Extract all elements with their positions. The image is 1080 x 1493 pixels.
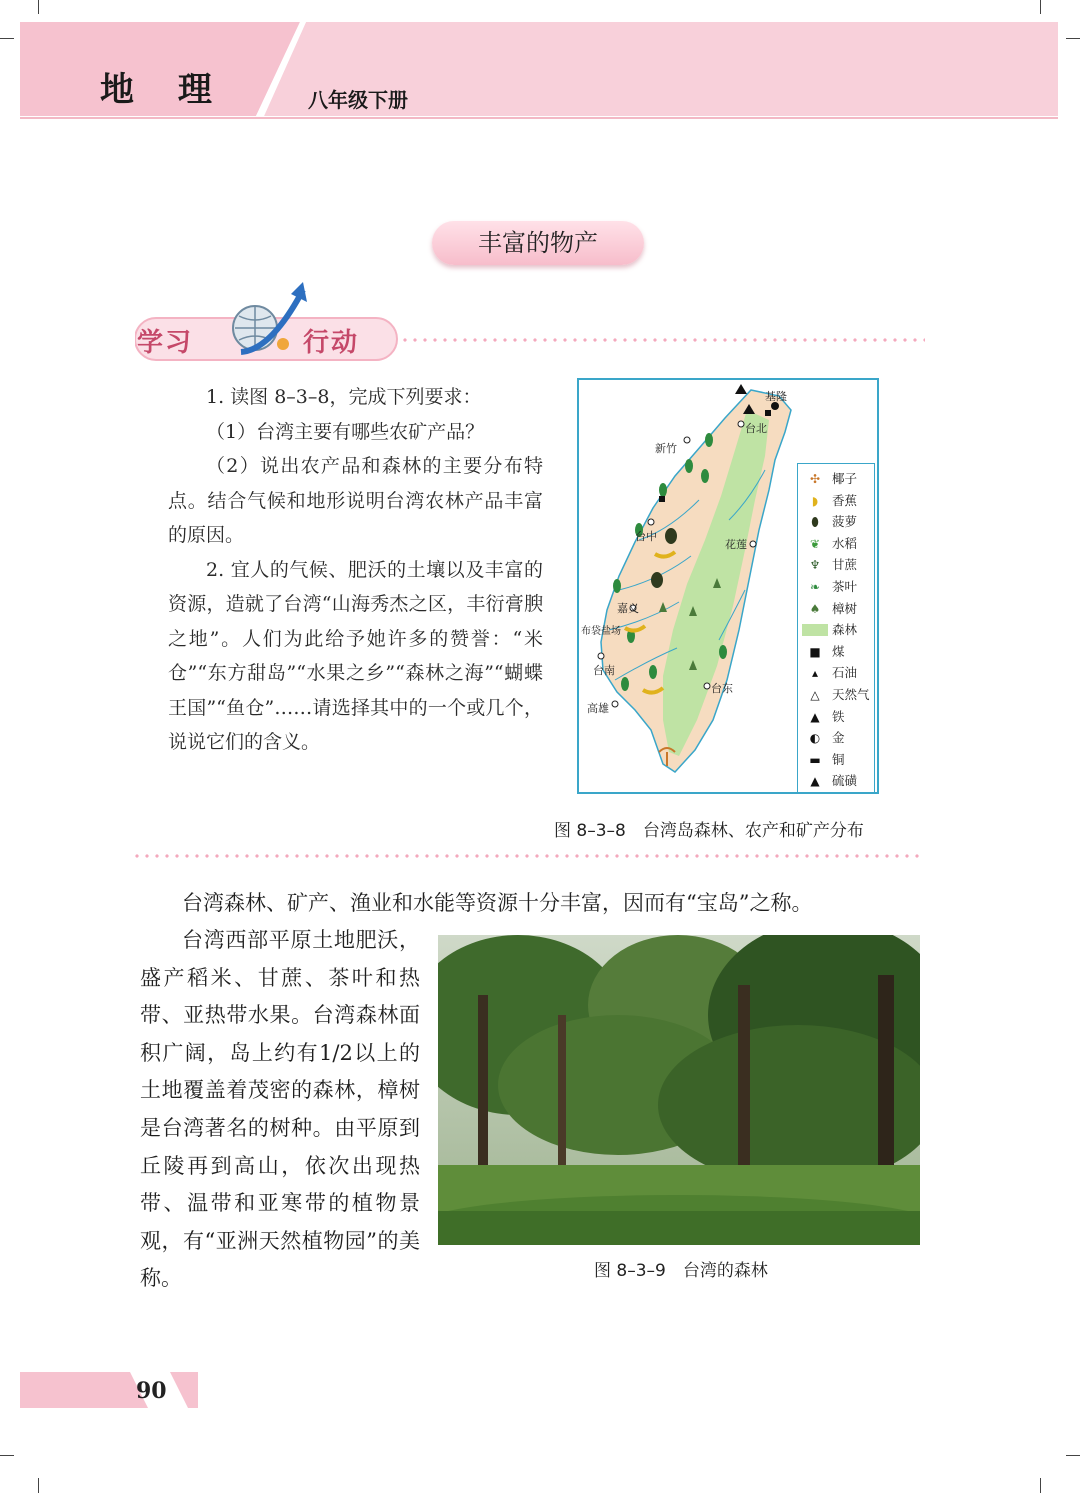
action-label: 行动	[303, 328, 360, 358]
crop-mark	[38, 0, 39, 14]
palm-icon: ✣	[809, 472, 821, 486]
study-label: 学习	[137, 328, 194, 358]
legend-item	[798, 641, 874, 663]
body-paragraph	[140, 922, 420, 1298]
legend-label: 煤	[832, 643, 845, 659]
forest-swatch	[802, 624, 828, 636]
tea-icon: ❧	[809, 580, 821, 594]
legend-item	[798, 727, 874, 749]
city-label: 台东	[711, 682, 733, 695]
city-label: 台南	[593, 664, 615, 677]
legend-label: 金	[832, 730, 845, 746]
city-label: 嘉义	[617, 602, 639, 615]
exercise-q1: 1. 读图 8–3–8，完成下列要求：	[206, 386, 482, 408]
legend-label: 硫磺	[832, 773, 858, 789]
legend-label: 甘蔗	[832, 557, 858, 573]
header-underline	[20, 117, 1058, 119]
rice-icon: ❦	[809, 536, 821, 551]
city-label: 基隆	[765, 390, 787, 403]
legend-item	[798, 749, 874, 771]
city-label: 台北	[745, 422, 767, 435]
taiwan-resource-map	[577, 378, 879, 794]
section-title: 丰富的物产	[432, 221, 644, 265]
legend-label: 铁	[832, 708, 845, 724]
legend-item	[798, 533, 874, 555]
map-legend	[797, 463, 875, 793]
page-number: 90	[136, 1378, 167, 1404]
legend-label: 茶叶	[832, 579, 858, 594]
legend-label: 椰子	[832, 471, 858, 486]
crop-mark	[0, 1455, 14, 1456]
sugarcane-icon: ♆	[809, 558, 821, 573]
forest-photo	[438, 935, 920, 1245]
exercise-q2: 2. 宜人的气候、肥沃的土壤以及丰富的资源，造就了台湾“山海秀杰之区，丰衍膏腴之地”。人们为此给予她许多的赞誉：“米仓”“东方甜岛”“水果之乡”“森林之海”“蝴蝶王国”“鱼仓”……请选择其中的一个或几个，说说它们的含义。	[168, 558, 543, 753]
banana-icon: ◗	[811, 493, 819, 508]
page-footer-tab	[20, 1372, 198, 1408]
iron-icon: ▲	[810, 709, 820, 724]
pineapple-icon: ⬮	[811, 515, 819, 530]
body-text: 台湾西部平原土地肥沃，盛产稻米、甘蔗、茶叶和热带、亚热带水果。台湾森林面积广阔，岛上约有1/2以上的土地覆盖着茂密的森林，樟树是台湾著名的树种。由平原到丘陵再到高山，依次出现热带、温带和亚寒带的植物景观，有“亚洲天然植物园”的美称。	[140, 928, 420, 1291]
legend-label: 菠萝	[832, 514, 858, 530]
legend-item	[798, 619, 874, 641]
legend-label: 石油	[832, 665, 858, 681]
camphor-icon: ♠	[809, 601, 821, 616]
legend-item	[798, 468, 874, 490]
subject-title: 地 理	[100, 70, 228, 110]
city-label: 花莲	[725, 538, 747, 551]
coal-icon: ■	[809, 644, 821, 659]
grade-label: 八年级下册	[308, 88, 408, 112]
legend-item	[798, 706, 874, 728]
city-label: 布袋盐场	[581, 626, 621, 637]
figure-caption: 图 8–3–9 台湾的森林	[594, 1261, 768, 1281]
legend-label: 樟树	[832, 600, 858, 616]
legend-item	[798, 598, 874, 620]
crop-mark	[0, 38, 14, 39]
legend-label: 水稻	[832, 535, 858, 551]
crop-mark	[1066, 38, 1080, 39]
legend-item	[798, 490, 874, 512]
legend-label: 香蕉	[832, 492, 858, 508]
dotted-divider	[132, 854, 922, 858]
gas-icon: △	[810, 688, 820, 702]
legend-item	[798, 554, 874, 576]
crop-mark	[1066, 1455, 1080, 1456]
copper-icon: ▬	[809, 752, 821, 767]
city-label: 新竹	[655, 442, 677, 455]
exercise-q1-2: （2）说出农产品和森林的主要分布特点。结合气候和地形说明台湾农林产品丰富的原因。	[168, 455, 543, 546]
legend-item	[798, 662, 874, 684]
exercise-text	[168, 380, 543, 760]
lead-paragraph: 台湾森林、矿产、渔业和水能等资源十分丰富，因而有“宝岛”之称。	[182, 891, 813, 915]
legend-label: 天然气	[832, 687, 870, 702]
legend-item	[798, 576, 874, 598]
sulfur-icon: ▲	[810, 774, 820, 789]
legend-label: 铜	[832, 751, 845, 767]
gold-icon: ◐	[809, 731, 821, 746]
study-action-banner	[135, 280, 405, 365]
dotted-divider	[400, 338, 925, 342]
legend-label: 森林	[832, 622, 858, 638]
oil-icon: ▴	[811, 666, 819, 681]
figure-caption: 图 8–3–8 台湾岛森林、农产和矿产分布	[554, 821, 864, 841]
crop-mark	[1040, 0, 1041, 14]
exercise-q1-1: （1）台湾主要有哪些农矿产品？	[206, 420, 485, 443]
legend-item	[798, 511, 874, 533]
globe-arrow-icon	[221, 280, 311, 365]
city-label: 台中	[635, 530, 657, 543]
crop-mark	[38, 1478, 39, 1493]
crop-mark	[1040, 1478, 1041, 1493]
legend-item	[798, 684, 874, 706]
legend-item	[798, 770, 874, 792]
city-label: 高雄	[587, 702, 609, 715]
